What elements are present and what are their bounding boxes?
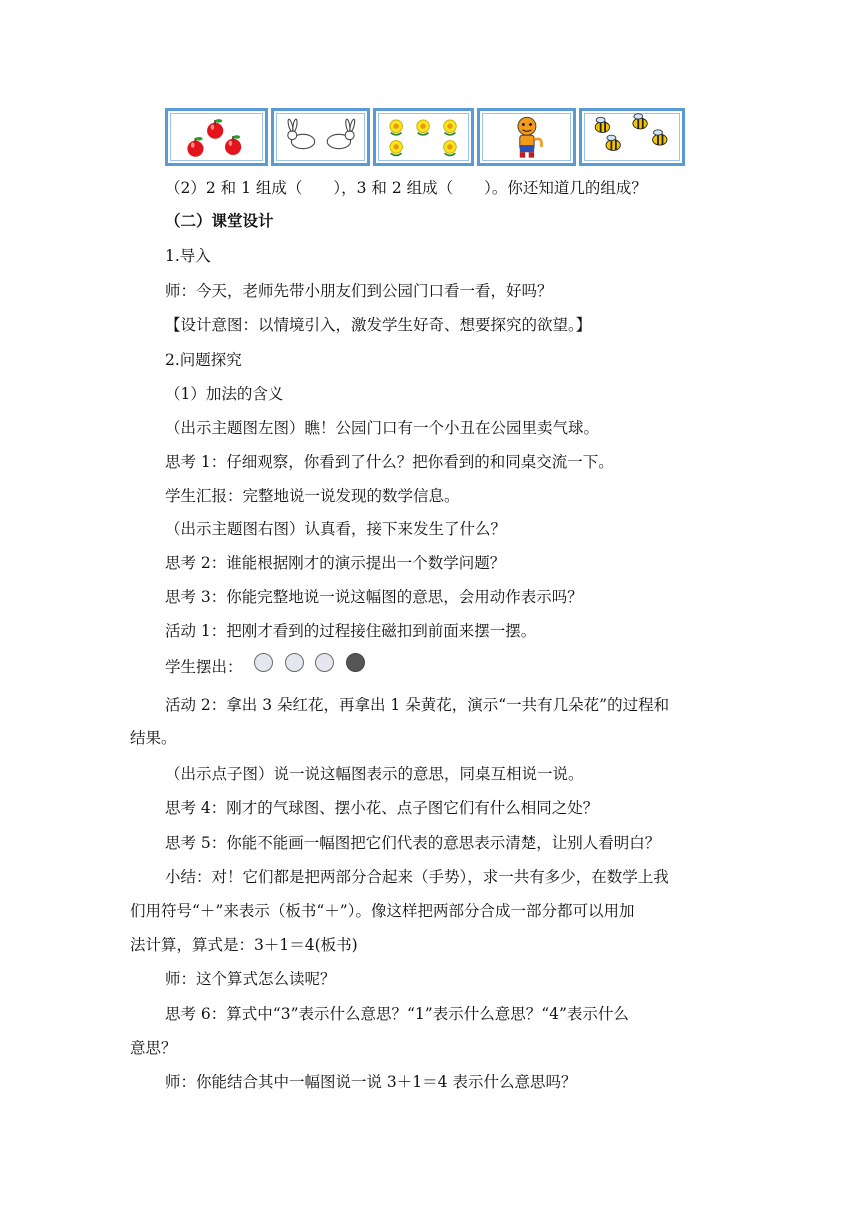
empty-circle-icon: [254, 653, 273, 672]
paragraph: 师：你能结合其中一幅图说一说 3＋1＝4 表示什么意思吗？: [165, 1073, 577, 1091]
summary: 法计算，算式是：3＋1＝4(板书): [130, 936, 358, 954]
apples-picture: [165, 108, 268, 166]
tiger-icon: [480, 111, 573, 163]
filled-circle-icon: [346, 653, 365, 672]
paragraph: 意思？: [130, 1039, 177, 1057]
paragraph: 结果。: [130, 729, 177, 747]
flowers-icon: [376, 111, 471, 163]
apples-icon: [168, 111, 265, 163]
paragraph: 思考 3：你能完整地说一说这幅图的意思，会用动作表示吗？: [165, 588, 583, 606]
paragraph: 学生汇报：完整地说一说发现的数学信息。: [165, 487, 460, 505]
flowers-picture: [373, 108, 474, 166]
tiger-picture: [477, 108, 576, 166]
bees-picture: [579, 108, 685, 166]
paragraph: （出示主题图左图）瞧！公园门口有一个小丑在公园里卖气球。: [165, 419, 600, 437]
paragraph: 思考 2：谁能根据刚才的演示提出一个数学问题？: [165, 554, 506, 572]
paragraph: 思考 1：仔细观察，你看到了什么？把你看到的和同桌交流一下。: [165, 453, 614, 471]
paragraph: 思考 4：刚才的气球图、摆小花、点子图它们有什么相同之处？: [165, 799, 599, 817]
picture-row: [165, 108, 685, 166]
paragraph: 活动 1：把刚才看到的过程接住磁扣到前面来摆一摆。: [165, 622, 537, 640]
paragraph: 师：今天，老师先带小朋友们到公园门口看一看，好吗？: [165, 282, 553, 300]
summary: 小结：对！它们都是把两部分合起来（手势），求一共有多少，在数学上我: [165, 868, 669, 886]
step-2-heading: 2.问题探究: [165, 351, 242, 369]
bees-icon: [582, 111, 682, 163]
design-intent: 【设计意图：以情境引入，激发学生好奇、想要探究的欲望。】: [165, 316, 592, 334]
subheading: （1）加法的含义: [165, 385, 284, 403]
empty-circle-icon: [315, 653, 334, 672]
rabbits-picture: [271, 108, 370, 166]
paragraph: 师：这个算式怎么读呢？: [165, 970, 336, 988]
summary: 们用符号“＋”来表示（板书“＋”）。像这样把两部分合成一部分都可以用加: [130, 902, 635, 920]
paragraph: （出示主题图右图）认真看，接下来发生了什么？: [165, 520, 507, 538]
question-2: （2）2 和 1 组成（ ），3 和 2 组成（ ）。你还知道几的组成？: [165, 179, 647, 197]
students-place-label: 学生摆出：: [165, 658, 243, 676]
paragraph: （出示点子图）说一说这幅图表示的意思，同桌互相说一说。: [165, 765, 584, 783]
paragraph: 活动 2：拿出 3 朵红花，再拿出 1 朵黄花，演示“一共有几朵花”的过程和: [165, 696, 670, 714]
paragraph: 思考 5：你能不能画一幅图把它们代表的意思表示清楚，让别人看明白？: [165, 834, 661, 852]
empty-circle-icon: [285, 653, 304, 672]
step-1-heading: 1.导入: [165, 247, 211, 265]
section-heading: （二）课堂设计: [165, 211, 274, 230]
paragraph: 思考 6：算式中“3”表示什么意思？“1”表示什么意思？“4”表示什么: [165, 1005, 629, 1023]
rabbits-icon: [274, 111, 367, 163]
